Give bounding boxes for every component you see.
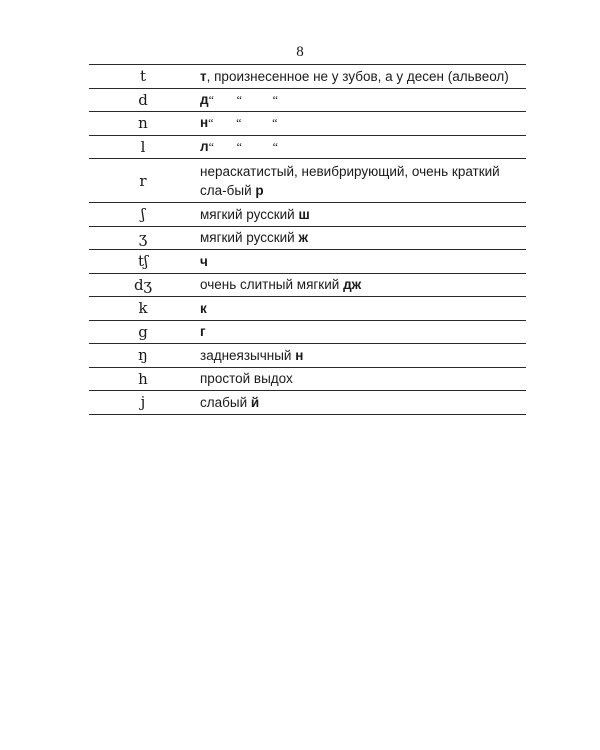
- ditto-mark: “: [236, 116, 242, 131]
- sound-description: [197, 250, 526, 274]
- russian-letter: дж: [343, 277, 362, 293]
- ipa-symbol: j: [140, 393, 146, 412]
- description-text: мягкий русский: [200, 206, 299, 222]
- sound-description: [197, 344, 526, 368]
- ipa-symbol: l: [140, 137, 146, 156]
- ditto-mark: “: [236, 92, 242, 107]
- table-row: [89, 367, 526, 391]
- ipa-symbol: ʒ: [138, 228, 148, 247]
- table-row: [89, 112, 526, 136]
- ipa-sounds-table: [89, 64, 526, 415]
- russian-letter: й: [250, 394, 260, 410]
- sound-description: [197, 159, 526, 203]
- ipa-symbol: tʃ: [137, 252, 149, 271]
- sound-description: [197, 297, 526, 321]
- description-text: слабый: [200, 394, 251, 410]
- sound-description: [197, 226, 526, 250]
- russian-letter: ш: [298, 206, 310, 222]
- russian-letter: ж: [298, 230, 309, 246]
- ditto-marks: [208, 116, 308, 130]
- russian-letter: д: [200, 91, 209, 107]
- ditto-mark: “: [236, 139, 242, 154]
- russian-letter: н: [295, 347, 304, 363]
- russian-letter: р: [255, 182, 264, 198]
- sound-description: [197, 112, 526, 136]
- sound-description: [197, 273, 526, 297]
- russian-letter: к: [200, 300, 207, 316]
- sound-description: [197, 367, 526, 391]
- table-row: [89, 391, 526, 415]
- table-row: [89, 159, 526, 203]
- sound-description: [197, 88, 526, 112]
- ditto-mark: “: [272, 139, 278, 154]
- ipa-symbol: d: [138, 90, 148, 109]
- ipa-symbol: ʃ: [140, 205, 146, 224]
- ditto-mark: “: [208, 92, 214, 107]
- russian-letter: л: [200, 138, 209, 154]
- table-row: [89, 65, 526, 89]
- ipa-symbol: r: [139, 171, 147, 190]
- ipa-symbol: k: [138, 299, 148, 318]
- ditto-mark: “: [272, 92, 278, 107]
- sound-description: [197, 203, 526, 227]
- sound-description: [197, 391, 526, 415]
- ipa-symbol: n: [138, 114, 148, 133]
- ipa-symbol: h: [138, 369, 148, 388]
- ditto-marks: [209, 140, 309, 154]
- ipa-symbol: t: [139, 67, 147, 86]
- table-row: [89, 320, 526, 344]
- ipa-symbol: dʒ: [133, 275, 153, 294]
- table-row: [89, 88, 526, 112]
- table-row: [89, 297, 526, 321]
- table-row: [89, 203, 526, 227]
- table-row: [89, 250, 526, 274]
- ditto-marks: [209, 93, 309, 107]
- ditto-mark: “: [272, 116, 278, 131]
- description-text: очень слитный мягкий: [200, 277, 344, 293]
- sound-description: [197, 135, 526, 159]
- description-text: мягкий русский: [200, 230, 299, 246]
- russian-letter: г: [200, 324, 206, 340]
- russian-letter: ч: [200, 253, 208, 269]
- ditto-mark: “: [208, 139, 214, 154]
- description-text: заднеязычный: [200, 347, 296, 363]
- description-text: , произнесенное не у зубов, а у десен (альвеол): [206, 68, 509, 84]
- russian-letter: т: [200, 68, 207, 84]
- ditto-mark: “: [208, 116, 214, 131]
- sound-description: [197, 320, 526, 344]
- table-row: [89, 135, 526, 159]
- table-row: [89, 344, 526, 368]
- sound-description: [197, 65, 526, 89]
- ipa-symbol: ŋ: [138, 346, 148, 365]
- russian-letter: н: [200, 115, 209, 131]
- description-text: простой выдох: [200, 371, 293, 387]
- description-text: нераскатистый, невибрирующий, очень краткий сла-бый: [200, 163, 500, 198]
- page-number: 8: [296, 44, 304, 60]
- table-row: [89, 226, 526, 250]
- ipa-symbol: g: [138, 322, 148, 341]
- table-row: [89, 273, 526, 297]
